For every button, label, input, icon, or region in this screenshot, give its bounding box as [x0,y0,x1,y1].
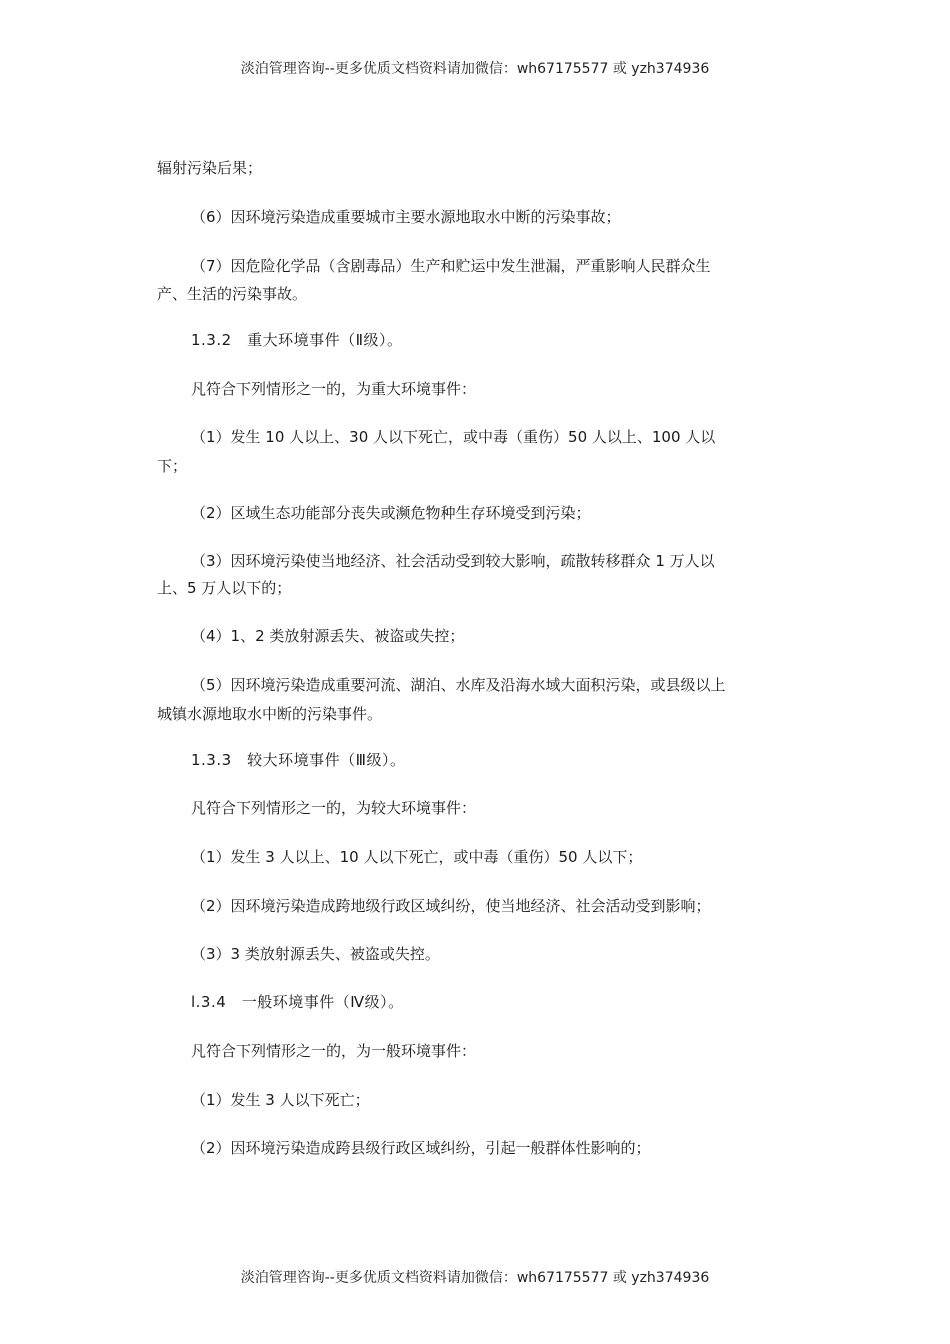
list-item: （3）3 类放射源丢失、被盗或失控。 [191,945,440,963]
section-heading: l.3.4 一般环境事件（Ⅳ级）。 [191,993,404,1011]
paragraph-line: 下； [157,457,188,475]
list-item: （6）因环境污染造成重要城市主要水源地取水中断的污染事故； [191,208,621,226]
list-item: （2）因环境污染造成跨县级行政区域纠纷，引起一般群体性影响的； [191,1139,651,1157]
list-item: （2）因环境污染造成跨地级行政区域纠纷，使当地经济、社会活动受到影响； [191,897,711,915]
list-item: （4）1、2 类放射源丢失、被盗或失控； [191,627,465,645]
paragraph-line: 凡符合下列情形之一的，为一般环境事件： [191,1042,477,1060]
list-item: （2）区域生态功能部分丧失或濒危物种生存环境受到污染； [191,504,591,522]
paragraph-line: 产、生活的污染事故。 [157,285,308,303]
list-item: （3）因环境污染使当地经济、社会活动受到较大影响，疏散转移群众 1 万人以 [191,552,715,570]
page-footer: 淡泊管理咨询--更多优质文档资料请加微信：wh67175577 或 yzh374936 [240,1270,710,1286]
list-item: （1）发生 10 人以上、30 人以下死亡，或中毒（重伤）50 人以上、100 人以 [191,428,716,446]
section-heading: 1.3.3 较大环境事件（Ⅲ级）。 [191,751,406,769]
list-item: （7）因危险化学品（含剧毒品）生产和贮运中发生泄漏，严重影响人民群众生 [191,257,711,275]
paragraph-line: 凡符合下列情形之一的，为重大环境事件： [191,380,477,398]
paragraph-line: 辐射污染后果； [157,159,263,177]
paragraph-line: 凡符合下列情形之一的，为较大环境事件： [191,799,477,817]
list-item: （1）发生 3 人以上、10 人以下死亡，或中毒（重伤）50 人以下； [191,848,643,866]
paragraph-line: 上、5 万人以下的； [157,579,292,597]
page-header: 淡泊管理咨询--更多优质文档资料请加微信：wh67175577 或 yzh374936 [240,61,710,77]
list-item: （5）因环境污染造成重要河流、湖泊、水库及沿海水域大面积污染，或县级以上 [191,676,726,694]
paragraph-line: 城镇水源地取水中断的污染事件。 [157,705,383,723]
list-item: （1）发生 3 人以下死亡； [191,1091,370,1109]
section-heading: 1.3.2 重大环境事件（Ⅱ级）。 [191,331,403,349]
